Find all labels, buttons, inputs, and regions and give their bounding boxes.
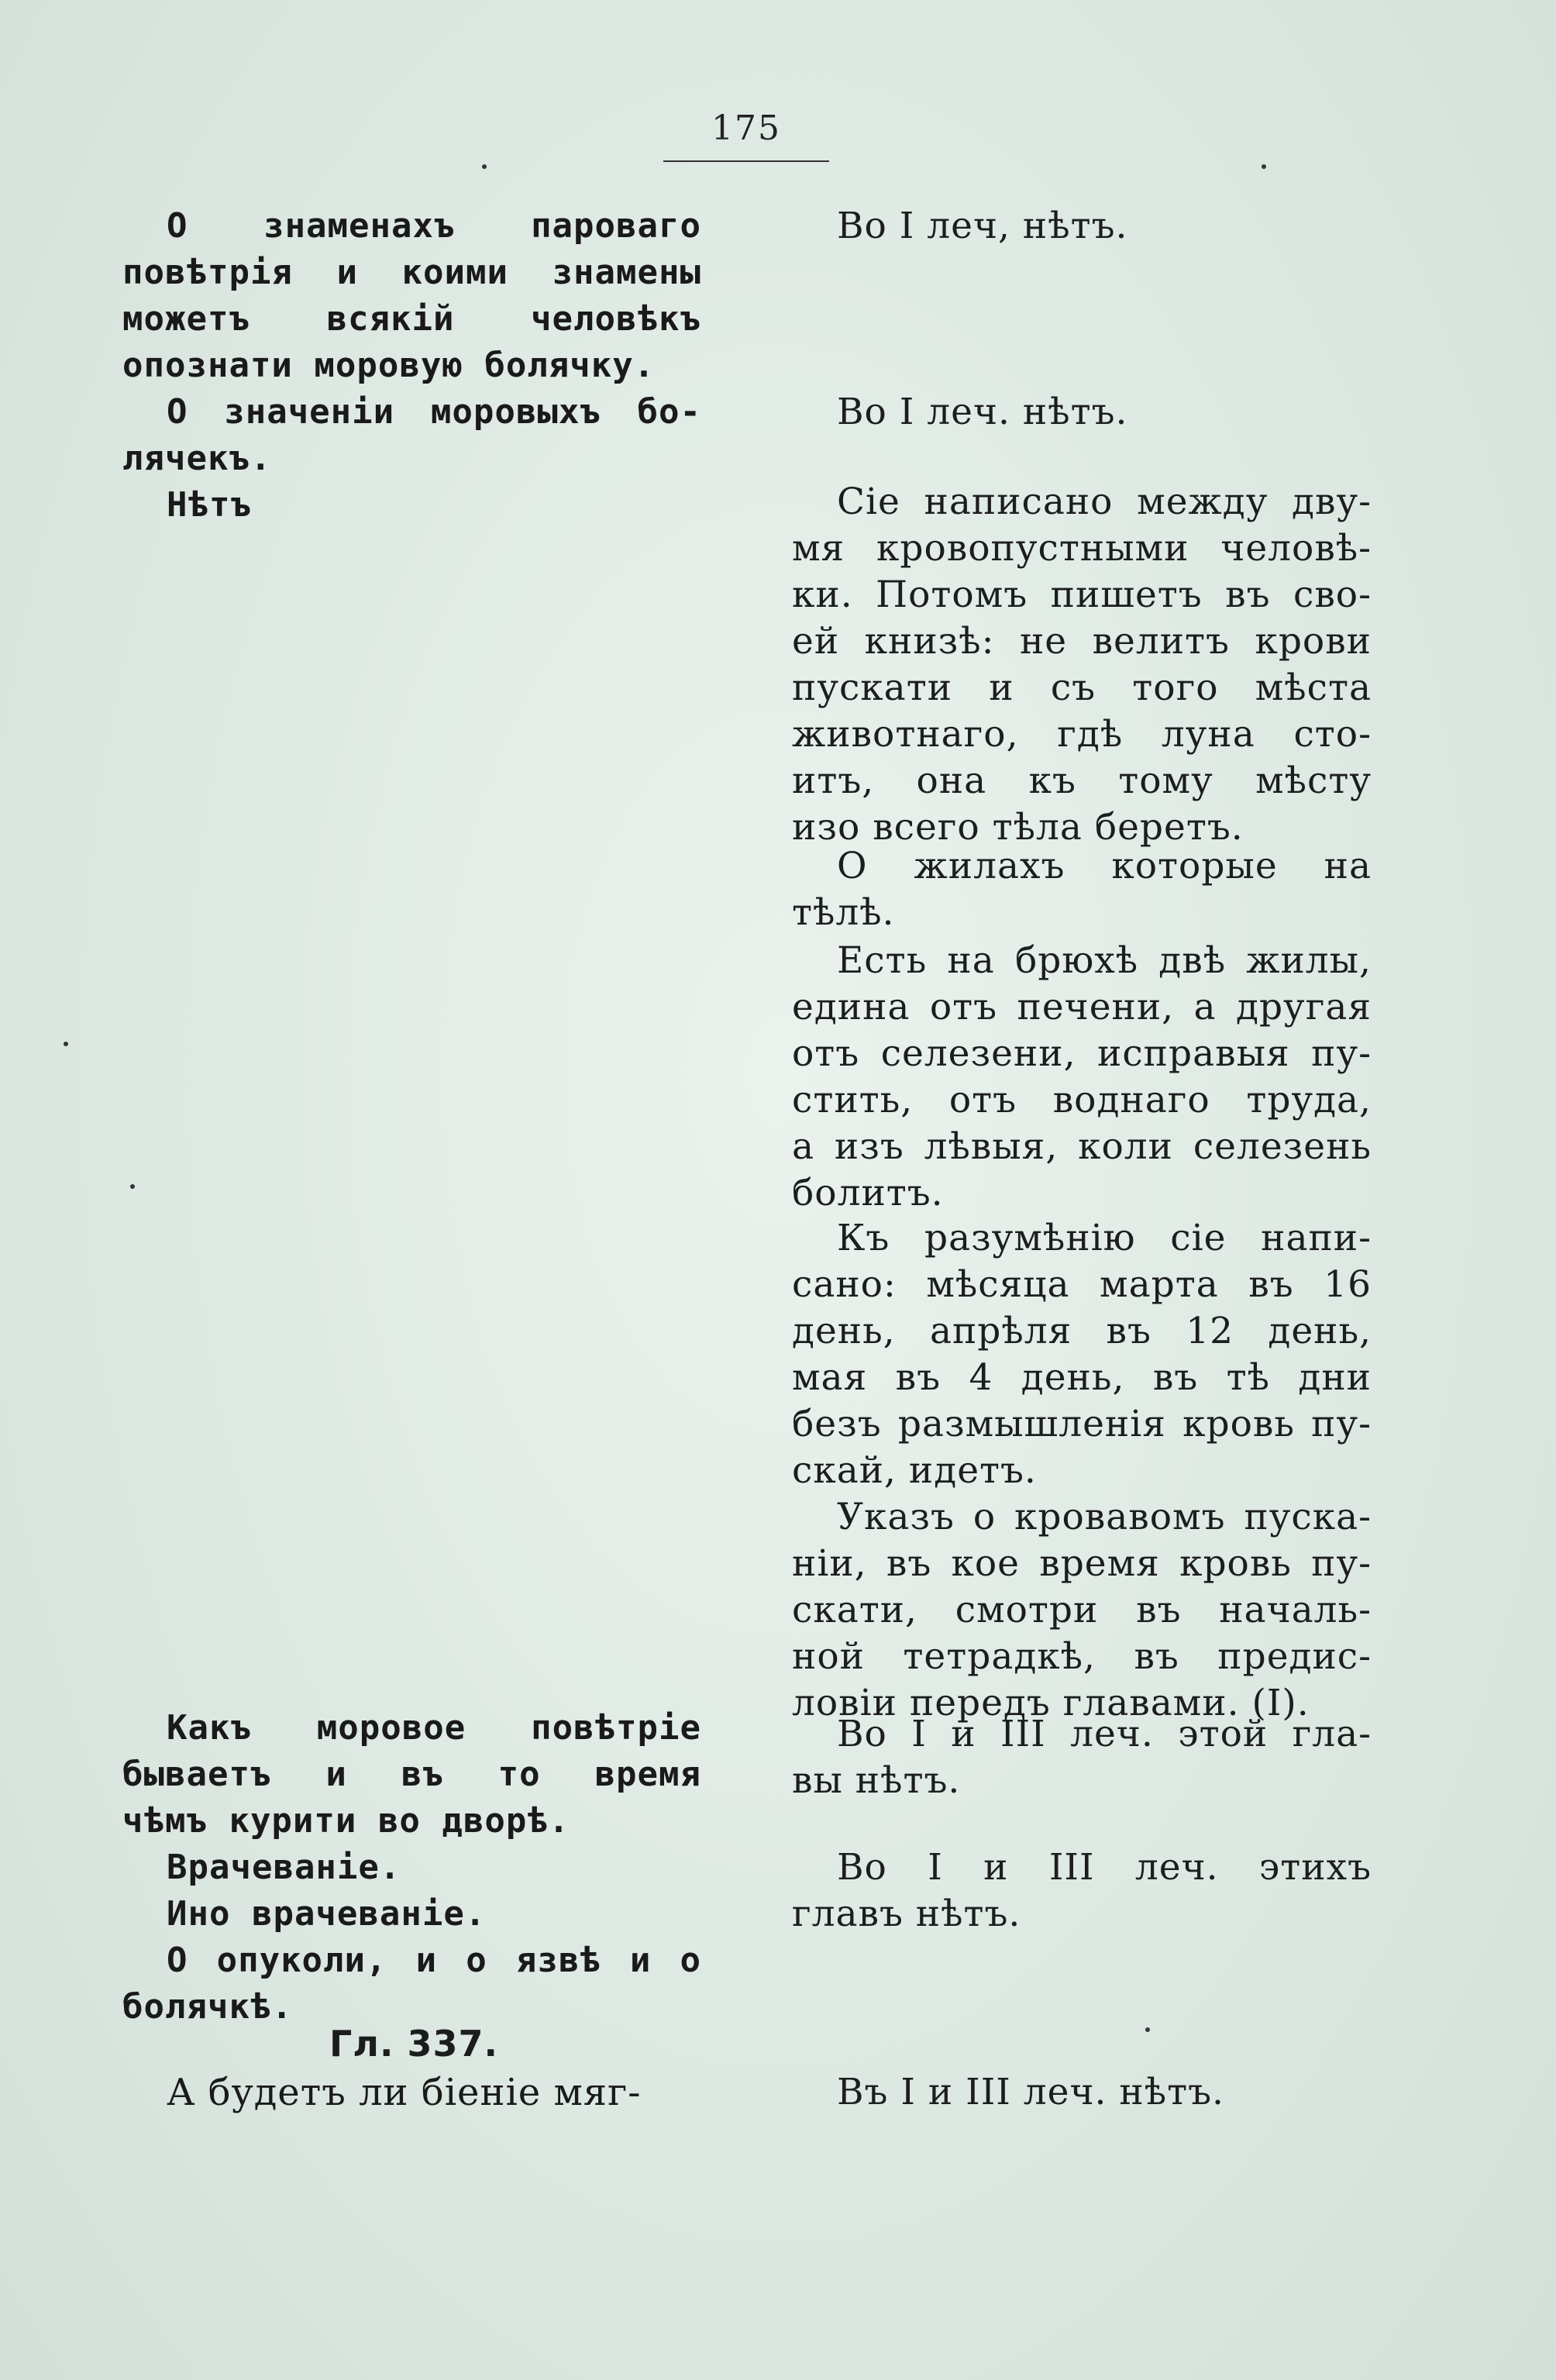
- right-line: Во I леч. нѣтъ.: [837, 391, 1128, 433]
- right-line: Во I и III леч. этой гла-: [837, 1713, 1372, 1755]
- right-line: безъ размышленія кровь пу-: [792, 1403, 1372, 1445]
- right-line: Во I и III леч. этихъ: [837, 1846, 1372, 1889]
- right-line: Указъ о кровавомъ пуска-: [837, 1496, 1372, 1538]
- right-line: тѣлѣ.: [792, 891, 895, 934]
- right-line: отъ селезени, исправыя пу-: [792, 1032, 1372, 1075]
- right-line: ей книзѣ: не велитъ крови: [792, 620, 1372, 663]
- left-line: опознати моровую болячку.: [122, 346, 656, 385]
- right-line: едина отъ печени, а другая: [792, 986, 1372, 1028]
- left-line: А будетъ ли біеніе мяг-: [167, 2071, 642, 2114]
- left-line: болячкѣ.: [122, 1987, 293, 2027]
- right-line: а изъ лѣвыя, коли селезень: [792, 1125, 1372, 1168]
- print-speck: [1145, 2027, 1150, 2032]
- left-line: О опуколи, и о язвѣ и о: [167, 1941, 701, 1980]
- right-line: Въ I и III леч. нѣтъ.: [837, 2071, 1224, 2113]
- left-line: О значеніи моровыхъ бо-: [167, 392, 701, 432]
- print-speck: [130, 1184, 135, 1189]
- right-line: день, апрѣля въ 12 день,: [792, 1310, 1372, 1352]
- right-line: животнаго, гдѣ луна сто-: [792, 713, 1372, 756]
- left-line: Врачеваніе.: [167, 1848, 401, 1887]
- left-line: Нѣтъ: [167, 485, 252, 525]
- left-line: О знаменахъ пароваго: [167, 206, 701, 246]
- left-line: бываетъ и въ то время: [122, 1755, 701, 1794]
- right-line: Къ разумѣнію сіе напи-: [837, 1217, 1372, 1259]
- left-line: лячекъ.: [122, 439, 272, 478]
- right-line: Есть на брюхѣ двѣ жилы,: [837, 939, 1372, 982]
- right-line: О жилахъ которые на: [837, 845, 1372, 887]
- print-speck: [64, 1042, 68, 1046]
- right-line: болитъ.: [792, 1172, 944, 1214]
- right-line: ной тетрадкѣ, въ предис-: [792, 1635, 1372, 1678]
- right-line: скай, идетъ.: [792, 1449, 1037, 1492]
- chapter-heading: Гл. 337.: [329, 2023, 498, 2065]
- right-line: Во I леч, нѣтъ.: [837, 205, 1128, 247]
- right-line: ки. Потомъ пишетъ въ сво-: [792, 573, 1372, 616]
- right-line: итъ, она къ тому мѣсту: [792, 759, 1372, 802]
- right-line: стить, отъ воднаго труда,: [792, 1079, 1372, 1121]
- right-line: скати, смотри въ началь-: [792, 1589, 1372, 1631]
- right-line: главъ нѣтъ.: [792, 1893, 1021, 1935]
- page-number: 175: [711, 108, 781, 148]
- left-line: Ино врачеваніе.: [167, 1894, 487, 1934]
- right-line: Сіе написано между дву-: [837, 480, 1372, 523]
- header-rule: [663, 160, 829, 162]
- right-line: вы нѣтъ.: [792, 1759, 961, 1802]
- right-line: ніи, въ кое время кровь пу-: [792, 1542, 1372, 1585]
- right-line: сано: мѣсяца марта въ 16: [792, 1263, 1372, 1306]
- right-line: ловіи передъ главами. (I).: [792, 1682, 1310, 1724]
- right-line: мая въ 4 день, въ тѣ дни: [792, 1356, 1372, 1399]
- left-line: можетъ всякій человѣкъ: [122, 299, 701, 339]
- right-line: мя кровопустными человѣ-: [792, 527, 1372, 570]
- print-speck: [1262, 164, 1266, 169]
- left-line: чѣмъ курити во дворѣ.: [122, 1801, 570, 1841]
- right-line: пускати и съ того мѣста: [792, 666, 1372, 709]
- left-line: повѣтрія и коими знамены: [122, 253, 701, 292]
- right-line: изо всего тѣла беретъ.: [792, 806, 1244, 849]
- left-line: Какъ моровое повѣтріе: [167, 1708, 701, 1748]
- print-speck: [482, 164, 487, 169]
